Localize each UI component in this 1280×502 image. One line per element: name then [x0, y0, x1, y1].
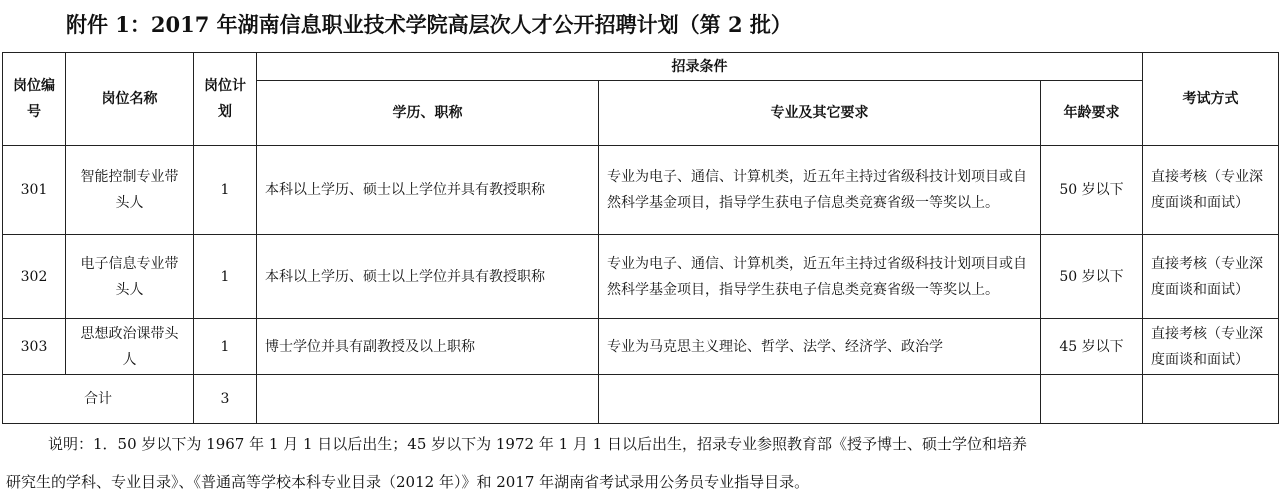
header-exam: 考试方式	[1143, 53, 1279, 146]
note-line-1: 说明：1．50 岁以下为 1967 年 1 月 1 日以后出生；45 岁以下为 1972 年 1 月 1 日以后出生，招录专业参照教育部《授予博士、硕士学位和培养	[48, 435, 1027, 453]
cell-education: 本科以上学历、硕士以上学位并具有教授职称	[257, 235, 599, 319]
cell-post-name: 智能控制专业带头人	[66, 146, 194, 235]
header-conditions: 招录条件	[257, 53, 1143, 81]
header-post-name: 岗位名称	[66, 53, 194, 146]
header-major: 专业及其它要求	[599, 81, 1041, 146]
total-label: 合计	[3, 375, 194, 424]
cell-post-name: 电子信息专业带头人	[66, 235, 194, 319]
cell-post-plan: 1	[194, 319, 257, 375]
cell-post-no: 303	[3, 319, 66, 375]
cell-education: 博士学位并具有副教授及以上职称	[257, 319, 599, 375]
table-row	[3, 235, 1279, 319]
header-education: 学历、职称	[257, 81, 599, 146]
header-post-plan: 岗位计划	[194, 53, 257, 146]
cell-post-no: 302	[3, 235, 66, 319]
cell-exam: 直接考核（专业深度面谈和面试）	[1143, 319, 1279, 375]
cell-post-plan: 1	[194, 235, 257, 319]
header-row-top	[3, 53, 1279, 81]
cell-age: 45 岁以下	[1041, 319, 1143, 375]
total-row	[3, 375, 1279, 424]
header-post-no: 岗位编号	[3, 53, 66, 146]
total-value: 3	[194, 375, 257, 424]
note-line-2: 研究生的学科、专业目录》、《普通高等学校本科专业目录（2012 年）》和 2017 年湖南省考试录用公务员专业指导目录。	[6, 473, 810, 491]
document-title: 附件 1：2017 年湖南信息职业技术学院高层次人才公开招聘计划（第 2 批）	[66, 12, 792, 37]
empty-cell	[1143, 375, 1279, 424]
cell-exam: 直接考核（专业深度面谈和面试）	[1143, 235, 1279, 319]
cell-post-plan: 1	[194, 146, 257, 235]
empty-cell	[257, 375, 599, 424]
cell-post-no: 301	[3, 146, 66, 235]
empty-cell	[599, 375, 1041, 424]
cell-age: 50 岁以下	[1041, 235, 1143, 319]
cell-education: 本科以上学历、硕士以上学位并具有教授职称	[257, 146, 599, 235]
cell-age: 50 岁以下	[1041, 146, 1143, 235]
empty-cell	[1041, 375, 1143, 424]
cell-major: 专业为电子、通信、计算机类，近五年主持过省级科技计划项目或自然科学基金项目，指导学生获电子信息类竞赛省级一等奖以上。	[599, 235, 1041, 319]
table-row	[3, 319, 1279, 375]
cell-exam: 直接考核（专业深度面谈和面试）	[1143, 146, 1279, 235]
cell-major: 专业为电子、通信、计算机类，近五年主持过省级科技计划项目或自然科学基金项目，指导学生获电子信息类竞赛省级一等奖以上。	[599, 146, 1041, 235]
header-age: 年龄要求	[1041, 81, 1143, 146]
recruitment-table	[2, 52, 1279, 424]
cell-major: 专业为马克思主义理论、哲学、法学、经济学、政治学	[599, 319, 1041, 375]
cell-post-name: 思想政治课带头人	[66, 319, 194, 375]
table-row	[3, 146, 1279, 235]
